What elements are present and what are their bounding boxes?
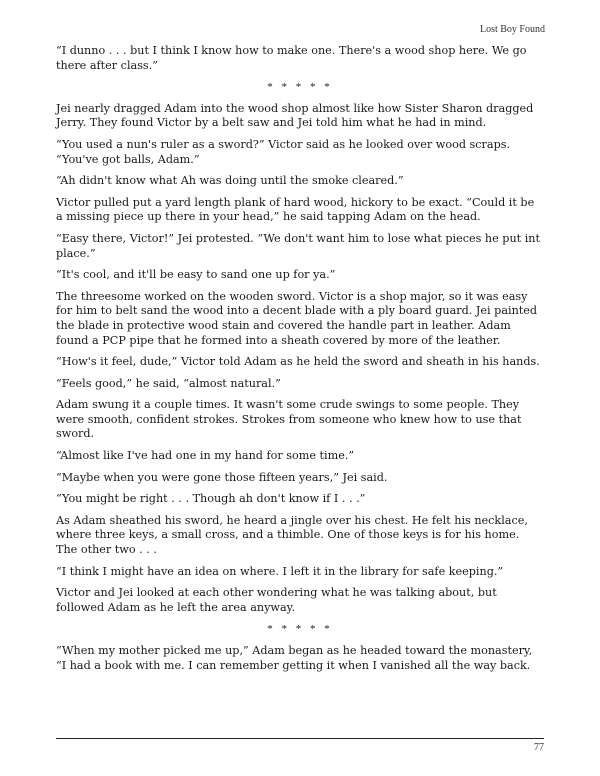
paragraph: “It's cool, and it'll be easy to sand one up for ya.” bbox=[56, 268, 336, 282]
paragraph: Adam swung it a couple times. It wasn't some crude swings to some people. They were smooth, confident strokes. Strokes from someone who knew how to use that sword. bbox=[56, 398, 522, 441]
paragraph: “Maybe when you were gone those fifteen years,” Jei said. bbox=[56, 470, 388, 484]
page-number: 77 bbox=[534, 742, 544, 753]
paragraph: Jei nearly dragged Adam into the wood shop almost like how Sister Sharon dragged Jerry. They found Victor by a belt saw and Jei told him what he had in mind. bbox=[56, 101, 534, 130]
page-body bbox=[56, 44, 544, 680]
paragraph: “Feels good,” he said, “almost natural.” bbox=[56, 376, 281, 390]
paragraph: “How's it feel, dude,” Victor told Adam as he held the sword and sheath in his hands. bbox=[56, 355, 540, 369]
footer-rule bbox=[56, 738, 544, 739]
paragraph: Victor and Jei looked at each other wondering what he was talking about, but followed Adam as he left the area anyway. bbox=[56, 586, 497, 614]
paragraph: “When my mother picked me up,” Adam began as he headed toward the monastery, “I had a book with me. I can remember getting it when I vanished all the way back. bbox=[56, 644, 533, 672]
paragraph: Victor pulled put a yard length plank of hard wood, hickory to be exact. “Could it be a missing piece up there in your head,” he said tapping Adam on the head. bbox=[56, 195, 535, 224]
paragraph: “Easy there, Victor!” Jei protested. “We don't want him to lose what pieces he put int place.” bbox=[56, 231, 541, 260]
paragraph: “You might be right . . . Though ah don't know if I . . .” bbox=[56, 492, 366, 506]
paragraph: “I think I might have an idea on where. I left it in the library for safe keeping.” bbox=[56, 564, 504, 578]
running-header: Lost Boy Found bbox=[479, 24, 545, 35]
scene-break: * * * * * bbox=[267, 623, 333, 636]
paragraph: “I dunno . . . but I think I know how to make one. There's a wood shop here. We go there after class.” bbox=[56, 44, 527, 72]
paragraph: “Ah didn't know what Ah was doing until the smoke cleared.” bbox=[56, 174, 404, 188]
paragraph: The threesome worked on the wooden sword. Victor is a shop major, so it was easy for him to belt sand the wood into a decent blade with a ply board guard. Jei painted the blade in protective wood stain and covered the handle part in leather. Adam found a PCP pipe that he formed into a sheath covered by more of the leather. bbox=[56, 289, 538, 347]
paragraph: As Adam sheathed his sword, he heard a jingle over his chest. He felt his necklace, where three keys, a small cross, and a thimble. One of those keys is for his home. The other two . . . bbox=[56, 513, 528, 557]
paragraph: “You used a nun's ruler as a sword?” Victor said as he looked over wood scraps. “You've got balls, Adam.” bbox=[56, 137, 511, 166]
paragraph: “Almost like I've had one in my hand for some time.” bbox=[56, 449, 355, 463]
scene-break: * * * * * bbox=[267, 81, 333, 94]
